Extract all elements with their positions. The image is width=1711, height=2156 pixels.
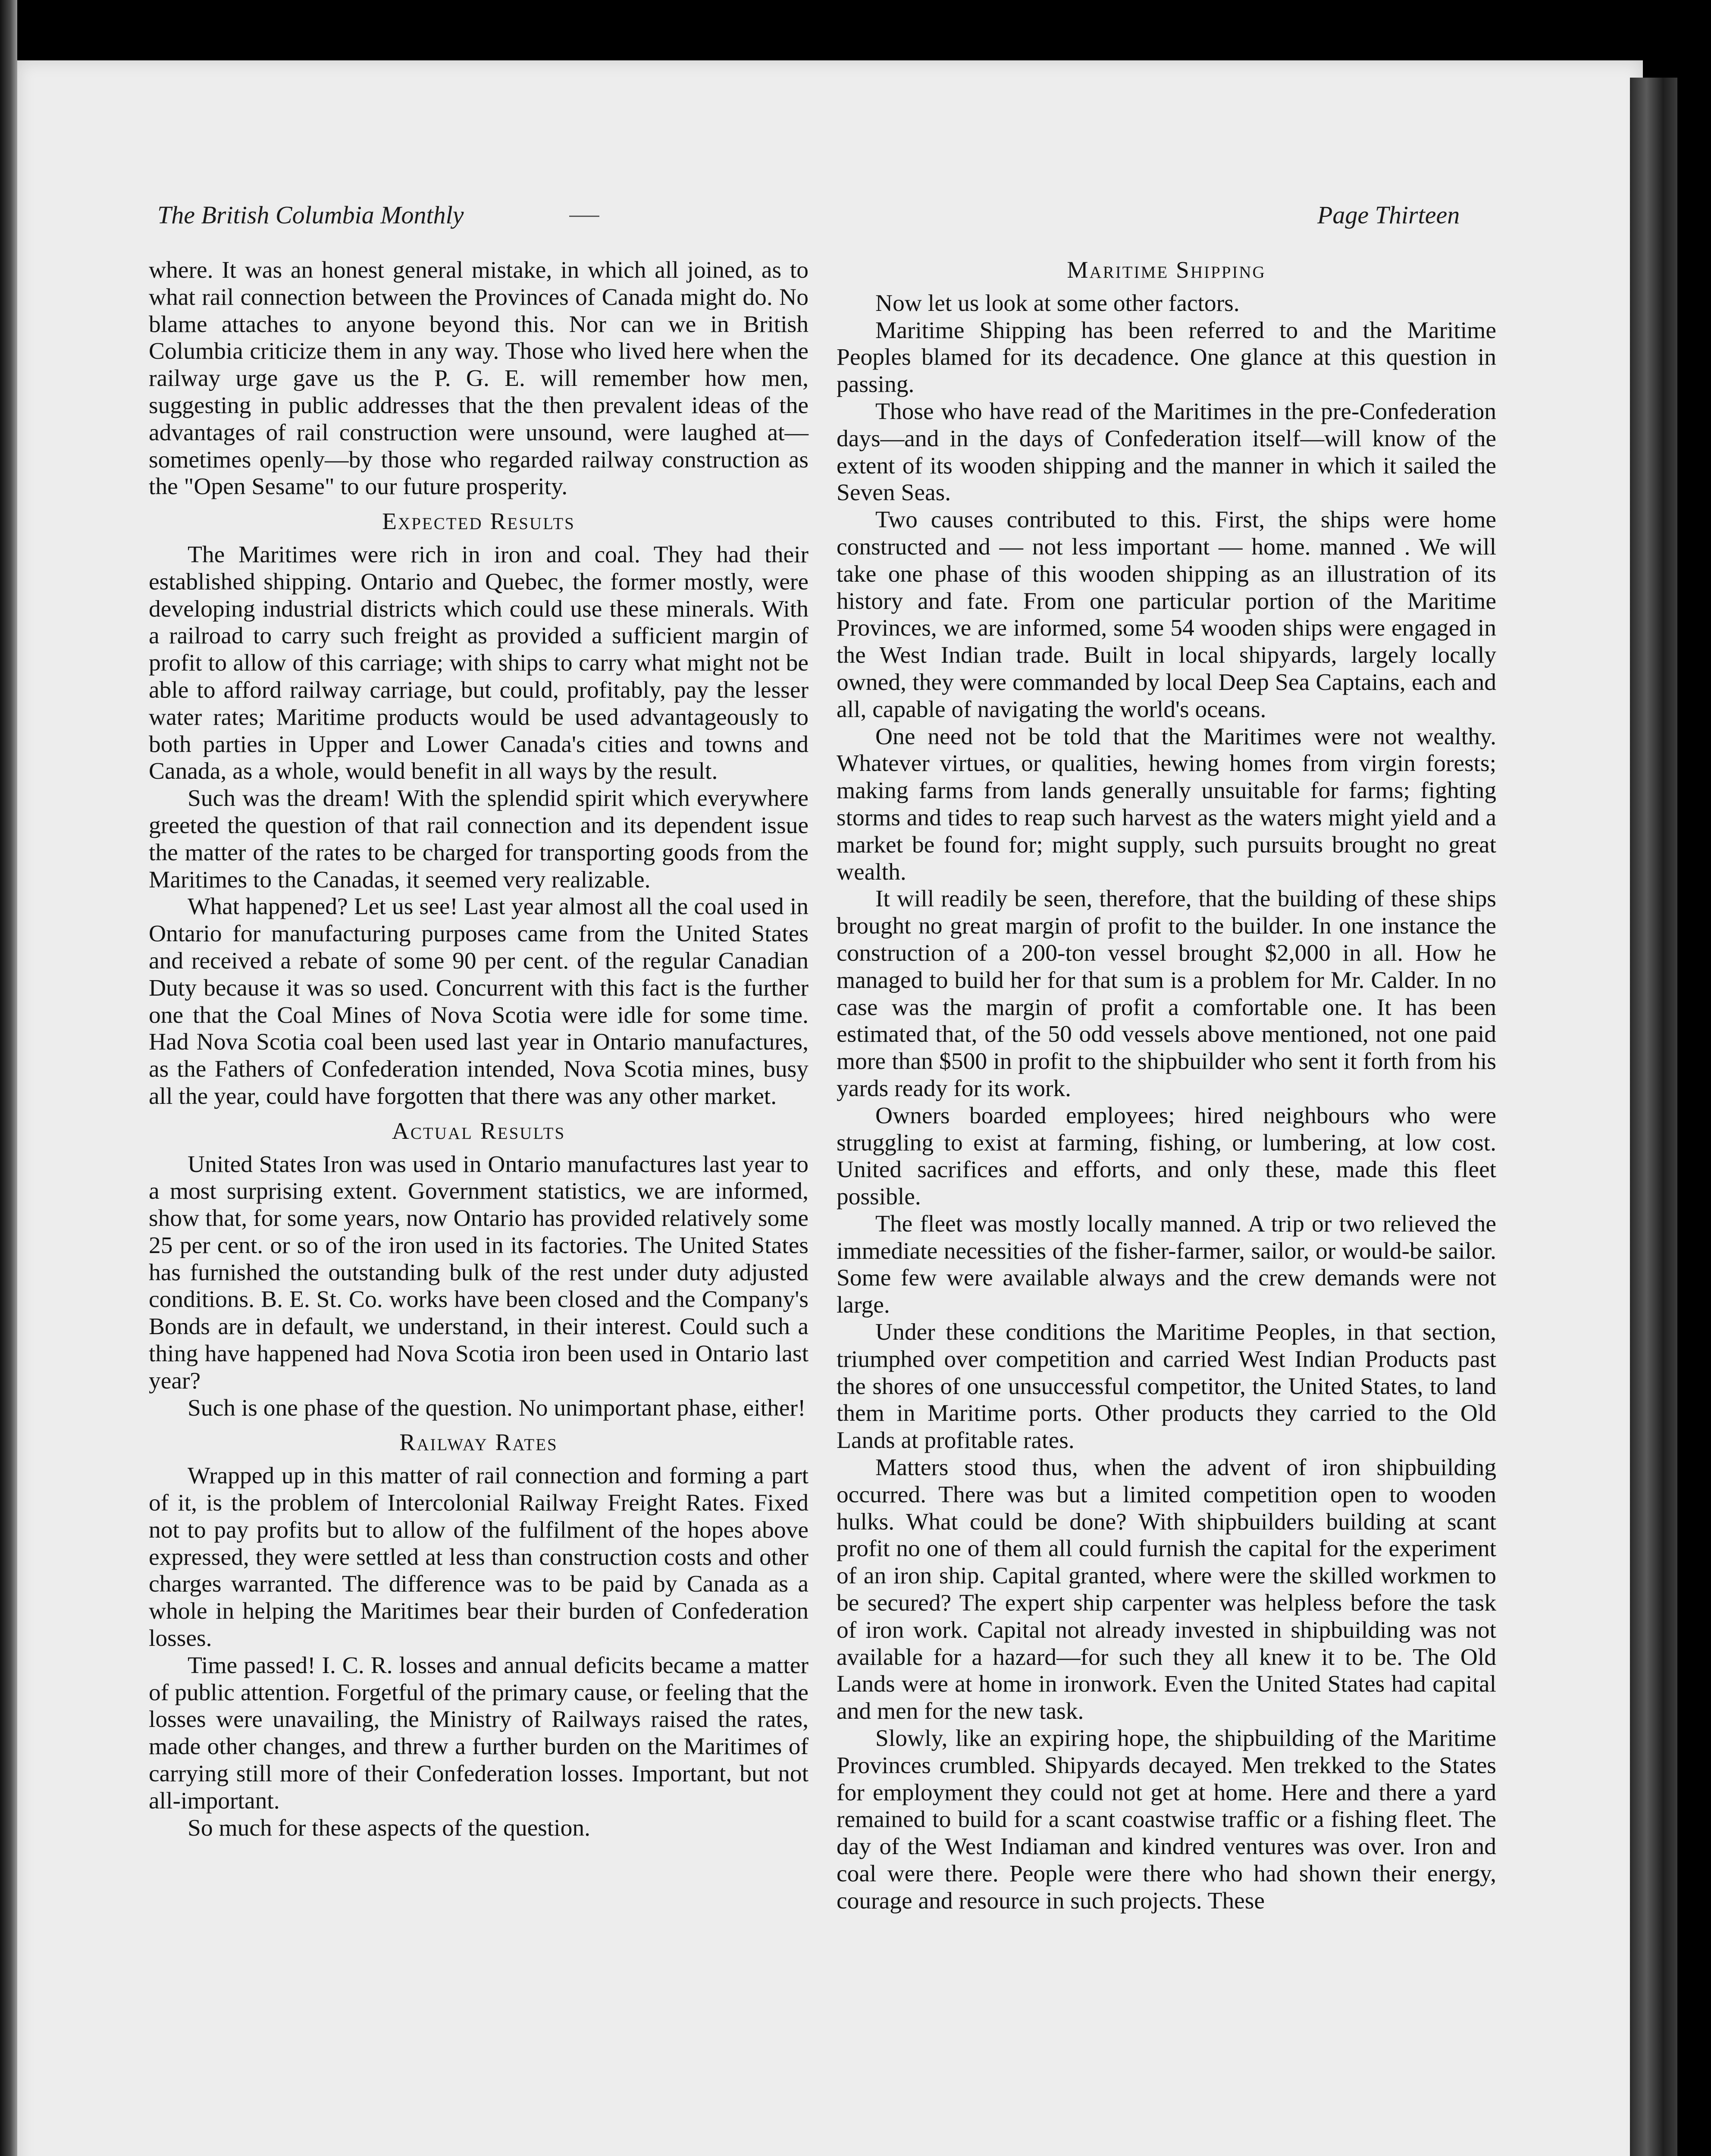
paragraph: It will readily be seen, therefore, that the building of these ships brought no great margin of profit to the builder. In one instance the construction of a 200-ton vessel brought $2,000 in all. How he managed to build her for that sum is a problem for Mr. Calder. In no case was the margin of profit a comfortable one. It has been estimated that, of the 50 odd vessels above mentioned, not one paid more than $500 in profit to the shipbuilder who sent it forth from his yards ready for its work.: [837, 886, 1496, 1102]
book-spine: [1630, 78, 1677, 2156]
paragraph: Two causes contributed to this. First, the ships were home constructed and — not less important — home. manned . We will take one phase of this wooden shipping as an illustration of its history and fate. From one particular portion of the Maritime Provinces, we are informed, some 54 wooden ships were engaged in the West Indian trade. Built in local shipyards, largely locally owned, they were commanded by local Deep Sea Captains, each and all, capable of navigating the world's oceans.: [837, 507, 1496, 723]
left-column: [149, 257, 808, 1842]
running-head-page-number: Page Thirteen: [1317, 201, 1460, 229]
paragraph: So much for these aspects of the question.: [188, 1814, 591, 1841]
paragraph: Time passed! I. C. R. losses and annual deficits became a matter of public attention. Forgetful of the primary cause, or feeling that the losses were unavailing, the Ministry of Railways raised the rates, made other changes, and threw a further burden on the Maritimes of carrying still more of their Confederation losses. Important, but not all-important.: [149, 1652, 808, 1814]
section-heading-expected-results: Expected Results: [382, 508, 575, 535]
running-head-title: The British Columbia Monthly: [157, 201, 464, 229]
paragraph: Wrapped up in this matter of rail connection and forming a part of it, is the problem of Intercolonial Railway Freight Rates. Fixed not to pay profits but to allow of the fulfilment of the hopes above expressed, they were settled at less than construction costs and other charges warranted. The difference was to be paid by Canada as a whole in helping the Maritimes bear their burden of Confederation losses.: [149, 1463, 808, 1652]
paragraph: Matters stood thus, when the advent of iron shipbuilding occurred. There was but a limited competition open to wooden hulks. What could be done? With shipbuilders building at scant profit no one of them all could furnish the capital for the experiment of an iron ship. Capital granted, where were the skilled workmen to be secured? The expert ship carpenter was helpless before the task of iron work. Capital not already invested in shipbuilding was not available for a hazard—for such they all knew it to be. The Old Lands were at home in ironwork. Even the United States had capital and men for the new task.: [837, 1454, 1496, 1725]
paragraph: Owners boarded employees; hired neighbours who were struggling to exist at farming, fishing, or lumbering, at low cost. United sacrifices and efforts, and only these, made this fleet possible.: [837, 1102, 1496, 1210]
section-heading-maritime-shipping: Maritime Shipping: [1067, 257, 1266, 283]
paragraph: What happened? Let us see! Last year almost all the coal used in Ontario for manufacturing purposes came from the United States and received a rebate of some 90 per cent. of the regular Canadian Duty because it was so used. Concurrent with this fact is the further one that the Coal Mines of Nova Scotia were idle for some time. Had Nova Scotia coal been used last year in Ontario manufactures, as the Fathers of Confederation intended, Nova Scotia mines, busy all the year, could have forgotten that there was any other market.: [149, 893, 808, 1109]
paragraph: Under these conditions the Maritime Peoples, in that section, triumphed over competition and carried West Indian Products past the shores of one unsuccessful competitor, the United States, to land them in Maritime ports. Other products they carried to the Old Lands at profitable rates.: [837, 1319, 1496, 1454]
paragraph: Slowly, like an expiring hope, the shipbuilding of the Maritime Provinces crumbled. Shipyards decayed. Men trekked to the States for employment they could not get at home. Here and there a yard remained to build for a scant coastwise traffic or a fishing fleet. The day of the West Indiaman and kindred ventures was over. Iron and coal were there. People were there who had shown their energy, courage and resource in such projects. These: [837, 1725, 1496, 1914]
paragraph: where. It was an honest general mistake, in which all joined, as to what rail connection between the Provinces of Canada might do. No blame attaches to anyone beyond this. Nor can we in British Columbia criticize them in any way. Those who lived here when the railway urge gave us the P. G. E. will remember how men, suggesting in public addresses that the then prevalent ideas of the advantages of rail construction were unsound, were laughed at—sometimes openly—by those who regarded railway construction as the "Open Sesame" to our future prosperity.: [149, 257, 808, 500]
paragraph: Those who have read of the Maritimes in the pre-Confederation days—and in the days of Confederation itself—will know of the extent of its wooden shipping and the manner in which it sailed the Seven Seas.: [837, 398, 1496, 506]
header-rule: [569, 216, 599, 217]
film-left-edge: [0, 0, 17, 2156]
paragraph: Such is one phase of the question. No unimportant phase, either!: [188, 1395, 806, 1421]
section-heading-railway-rates: Railway Rates: [399, 1429, 558, 1456]
paragraph: United States Iron was used in Ontario manufactures last year to a most surprising extent. Government statistics, we are informed, show that, for some years, now Ontario has provided relatively some 25 per cent. or so of the iron used in its factories. The United States has furnished the outstanding bulk of the rest under duty adjusted conditions. B. E. St. Co. works have been closed and the Company's Bonds are in default, we understand, in their interest. Could such a thing have happened had Nova Scotia iron been used in Ontario last year?: [149, 1151, 808, 1394]
paragraph: The Maritimes were rich in iron and coal. They had their established shipping. Ontario and Quebec, the former mostly, were developing industrial districts which could use these minerals. With a railroad to carry such freight as provided a sufficient margin of profit to allow of this carriage; with ships to carry what might not be able to afford railway carriage, but could, profitably, pay the lesser water rates; Maritime products would be used advantageously to both parties in Upper and Lower Canada's cities and towns and Canada, as a whole, would benefit in all ways by the result.: [149, 541, 808, 785]
paragraph: The fleet was mostly locally manned. A trip or two relieved the immediate necessities of the fisher-farmer, sailor, or would-be sailor. Some few were available always and the crew demands were not large.: [837, 1210, 1496, 1319]
paragraph: Maritime Shipping has been referred to and the Maritime Peoples blamed for its decadence. One glance at this question in passing.: [837, 317, 1496, 398]
paragraph: Now let us look at some other factors.: [875, 290, 1240, 317]
paragraph: One need not be told that the Maritimes were not wealthy. Whatever virtues, or qualities, hewing homes from virgin forests; making farms from lands generally unsuitable for farms; fighting storms and tides to reap such harvest as the waters might yield and a market be found for; might supply, such pursuits brought no great wealth.: [837, 723, 1496, 885]
right-column: [837, 257, 1496, 1915]
paragraph: Such was the dream! With the splendid spirit which everywhere greeted the question of that rail connection and its dependent issue the matter of the rates to be charged for transporting goods from the Maritimes to the Canadas, it seemed very realizable.: [149, 785, 808, 893]
section-heading-actual-results: Actual Results: [392, 1118, 566, 1144]
